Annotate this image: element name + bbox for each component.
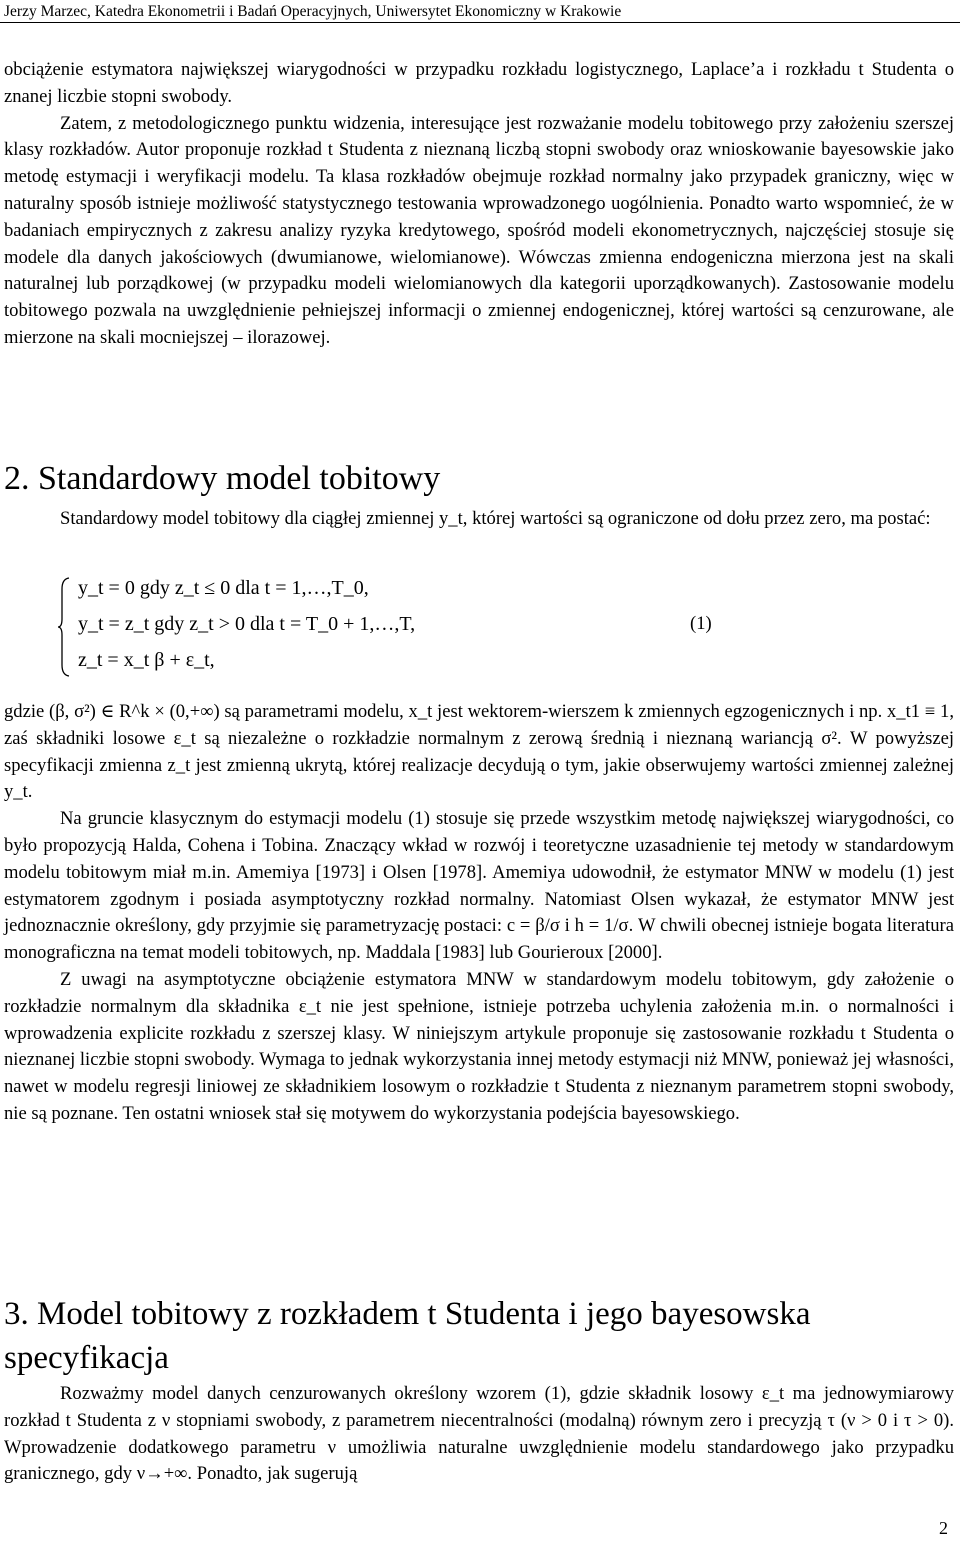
section-3-body — [4, 1381, 954, 1488]
equation-line-1: y_t = 0 gdy z_t ≤ 0 dla t = 1,…,T_0, — [78, 577, 369, 599]
section-2-paragraph-4: Z uwagi na asymptotyczne obciążenie estymatora MNW w standardowym modelu tobitowym, gdy założenie o rozkładzie normalnym dla składnika ε_t nie jest spełnione, istnieje potrzeba uchylenia założenia m.in. o normalności i wprowadzenia explicite rozkładu z szerszej klasy. W niniejszym artykule proponuje się zastosowanie rozkładu t Studenta o nieznanej liczbie stopni swobody. Wymaga to jednak wykorzystania innej metody estymacji niż MNW, ponieważ jej własności, nawet w modelu regresji liniowej ze składnikiem losowym o rozkładzie t Studenta z nieznanym parametrem stopni swobody, nie są poznane. Ten ostatni wniosek stał się motywem do wykorzystania podejścia bayesowskiego. — [4, 968, 954, 1124]
equation-line-3: z_t = x_t β + ε_t, — [78, 649, 215, 671]
page-number: 2 — [939, 1518, 948, 1538]
equation-1 — [58, 577, 718, 679]
section-2-paragraph-3: Na gruncie klasycznym do estymacji modelu (1) stosuje się przede wszystkim metodę największej wiarygodności, co było propozycją Halda, Cohena i Tobina. Znaczący wkład w rozwój i teoretyczne uzasadnienie tej metody w standardowym modelu tobitowym miał m.in. Amemiya [1973] i Olsen [1978]. Amemiya udowodnił, że estymator MNW w modelu (1) jest estymatorem zgodnym i posiada asymptotyczny rozkład normalny. Natomiast Olsen wykazał, że estymator MNW jest jednoznacznie określony, gdy przyjmie się parametryzację postaci: c = β/σ i h = 1/σ. W chwili obecnej istnieje bogata literatura monograficzna na temat modeli tobitowych, np. Maddala [1983] lub Gourieroux [2000]. — [4, 808, 954, 964]
equation-brace — [58, 577, 70, 677]
section-3-paragraph-1: Rozważmy model danych cenzurowanych określony wzorem (1), gdzie składnik losowy ε_t ma jednowymiarowy rozkład t Studenta z ν stopniami swobody, z parametrem niecentralności (modalną) równym zero i precyzją τ (ν > 0 i τ > 0). Wprowadzenie dodatkowego parametru ν umożliwia naturalne uwzględnienie modelu standardowego jako przypadku granicznego, gdy ν→+∞. Ponadto, jak sugerują — [4, 1383, 954, 1485]
equation-line-2: y_t = z_t gdy z_t > 0 dla t = T_0 + 1,…,T, — [78, 613, 416, 635]
running-header: Jerzy Marzec, Katedra Ekonometrii i Badań Operacyjnych, Uniwersytet Ekonomiczny w Krakowie — [4, 3, 622, 20]
intro-paragraph-1: obciążenie estymatora największej wiarygodności w przypadku rozkładu logistycznego, Laplace’a i rozkładu t Studenta o znanej liczbie stopni swobody. — [4, 59, 954, 107]
section-2-paragraph-2: gdzie (β, σ²) ∈ R^k × (0,+∞) są parametrami modelu, x_t jest wektorem-wierszem k zmiennych egzogenicznych i np. x_t1 ≡ 1, zaś składniki losowe ε_t są niezależne o rozkładzie normalnym z zerową średnią i nieznaną wariancją σ². W powyższej specyfikacji zmienna z_t jest zmienną ukrytą, której realizacje decydują o tym, jakie obserwujemy wartości zmiennej zależnej y_t. — [4, 701, 954, 803]
section-2-paragraph-1: Standardowy model tobitowy dla ciągłej zmiennej y_t, której wartości są ograniczone od dołu przez zero, ma postać: — [60, 508, 931, 529]
equation-number: (1) — [690, 613, 712, 634]
section-2-title: 2. Standardowy model tobitowy — [4, 460, 441, 497]
intro-paragraph-2: Zatem, z metodologicznego punktu widzenia, interesujące jest rozważanie modelu tobitowego przy założeniu szerszej klasy rozkładów. Autor proponuje rozkład t Studenta z nieznaną liczbą stopni swobody oraz wnioskowanie bayesowskie jako metodę estymacji i weryfikacji modelu. Ta klasa rozkładów obejmuje rozkład normalny jako przypadek graniczny, więc w naturalny sposób istnieje możliwość statystycznego testowania wprowadzonego uogólnienia. Ponadto warto wspomnieć, że w badaniach empirycznych z zakresu analizy ryzyka kredytowego, spośród modeli ekonometrycznych, najczęściej stosuje się modele dla danych jakościowych (dwumianowe, wielomianowe). Wówczas zmienna endogeniczna mierzona jest na skali naturalnej lub porządkowej (w przypadku modeli wielomianowych dla kategorii uporządkowanych). Zastosowanie modelu tobitowego pozwala na uwzględnienie pełniejszej informacji o zmiennej endogenicznej, której wartości są cenzurowane, ale mierzone na skali mocniejszej – ilorazowej. — [4, 112, 954, 348]
section-2-body — [4, 699, 954, 1128]
section-3-title: 3. Model tobitowy z rozkładem t Studenta i jego bayesowska specyfikacja — [4, 1296, 811, 1376]
section-2-intro — [4, 506, 954, 533]
intro-text — [4, 57, 954, 352]
header-rule — [0, 22, 960, 23]
